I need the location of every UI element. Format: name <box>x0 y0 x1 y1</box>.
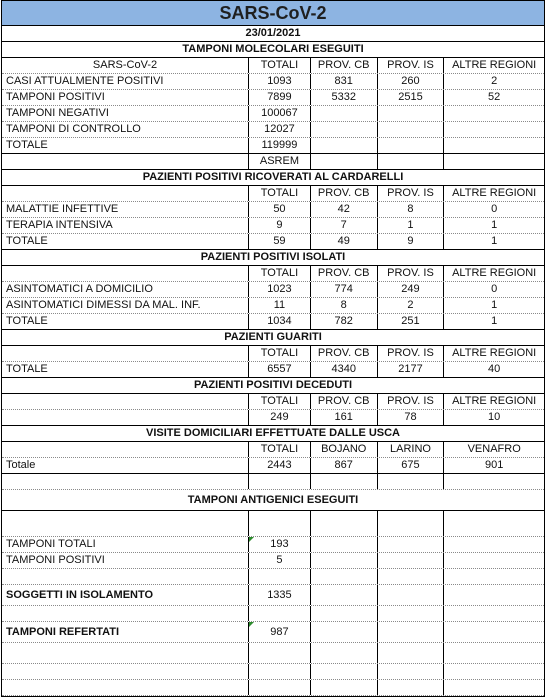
table-header-row <box>2 58 544 74</box>
cell-value[interactable]: 260 <box>378 74 445 89</box>
column-header[interactable]: TOTALI <box>249 186 311 201</box>
cell-value[interactable]: 782 <box>311 314 378 329</box>
cell-value[interactable] <box>311 138 378 153</box>
cell-value[interactable]: 10 <box>488 411 501 423</box>
cell-value[interactable]: 774 <box>311 282 378 297</box>
table-guariti <box>2 346 544 378</box>
cell-value[interactable] <box>311 106 378 121</box>
column-header[interactable]: LARINO <box>378 442 445 457</box>
cell-value[interactable]: 1 <box>491 235 498 247</box>
cell-value[interactable]: 1 <box>378 218 445 233</box>
row-label[interactable]: TAMPONI NEGATIVI <box>2 106 249 121</box>
date-row <box>2 26 544 42</box>
row-label[interactable]: TAMPONI DI CONTROLLO <box>2 122 249 137</box>
cell-value[interactable]: 1034 <box>249 314 311 329</box>
cell-value[interactable]: 119999 <box>249 138 311 153</box>
cell-value[interactable]: 867 <box>311 458 378 473</box>
column-header[interactable]: SARS-CoV-2 <box>2 58 249 73</box>
cell-value[interactable] <box>444 138 544 153</box>
row-label[interactable]: CASI ATTUALMENTE POSITIVI <box>2 74 249 89</box>
table-row <box>2 314 544 330</box>
blank-row <box>2 606 544 622</box>
table-row <box>2 410 544 426</box>
cell-value[interactable]: 49 <box>311 234 378 249</box>
column-header[interactable]: BOJANO <box>311 442 378 457</box>
column-header[interactable] <box>2 186 249 201</box>
column-header[interactable]: PROV. CB <box>311 394 378 409</box>
table-row <box>2 90 544 106</box>
cell-value[interactable]: 4340 <box>311 362 378 377</box>
blank-row <box>2 664 544 680</box>
blank-row <box>2 680 544 696</box>
column-header[interactable]: PROV. CB <box>311 186 378 201</box>
column-header[interactable]: PROV. IS <box>378 58 445 73</box>
cell-value[interactable]: 6557 <box>249 362 311 377</box>
column-header[interactable]: PROV. CB <box>311 58 378 73</box>
report-date[interactable]: 23/01/2021 <box>245 27 301 39</box>
cell-value[interactable]: 52 <box>488 91 501 103</box>
row-label[interactable]: MALATTIE INFETTIVE <box>2 202 249 217</box>
antigen-totali-row: TAMPONI TOTALI 193 <box>2 537 544 553</box>
cell-value[interactable] <box>444 122 544 137</box>
blank-row <box>2 511 544 537</box>
column-header[interactable]: VENAFRO <box>467 443 521 455</box>
cell-value[interactable]: 1093 <box>249 74 311 89</box>
cell-value[interactable]: 249 <box>249 410 311 425</box>
column-header[interactable]: ALTRE REGIONI <box>452 395 537 407</box>
blank-row <box>2 569 544 585</box>
cell-value[interactable]: 9 <box>378 234 445 249</box>
table-row <box>2 138 544 154</box>
cell-value[interactable]: 2515 <box>378 90 445 105</box>
row-label[interactable]: TOTALE <box>2 314 249 329</box>
table-ricoverati <box>2 186 544 250</box>
cell-value[interactable]: 8 <box>311 298 378 313</box>
column-header[interactable] <box>2 266 249 281</box>
table-header-row <box>2 346 544 362</box>
row-label[interactable]: TOTALE <box>2 234 249 249</box>
cell-value[interactable] <box>378 138 445 153</box>
table-molecolari <box>2 58 544 154</box>
table-header-row <box>2 186 544 202</box>
column-header[interactable]: TOTALI <box>249 442 311 457</box>
column-header[interactable]: TOTALI <box>249 58 311 73</box>
section-header-guariti: PAZIENTI GUARITI <box>2 330 544 346</box>
spreadsheet <box>1 0 545 697</box>
section-header-ricoverati: PAZIENTI POSITIVI RICOVERATI AL CARDARELLI <box>2 170 544 186</box>
table-row <box>2 74 544 90</box>
table-usca <box>2 442 544 474</box>
row-label[interactable]: TOTALE <box>2 362 249 377</box>
table-header-row <box>2 442 544 458</box>
cell-value[interactable]: 50 <box>249 202 311 217</box>
column-header[interactable]: TOTALI <box>249 346 311 361</box>
table-isolati <box>2 266 544 330</box>
row-label[interactable]: TERAPIA INTENSIVA <box>2 218 249 233</box>
cell-value[interactable]: 1 <box>491 299 498 311</box>
isolamento-row: SOGGETTI IN ISOLAMENTO 1335 <box>2 585 544 606</box>
row-label[interactable]: ASINTOMATICI A DOMICILIO <box>2 282 249 297</box>
cell-value[interactable]: 251 <box>378 314 445 329</box>
cell-value[interactable]: 2 <box>491 75 498 87</box>
cell-value[interactable]: 59 <box>249 234 311 249</box>
cell-value[interactable]: 831 <box>311 74 378 89</box>
blank-row <box>2 474 544 490</box>
cell-value[interactable] <box>378 122 445 137</box>
cell-value[interactable]: 1023 <box>249 282 311 297</box>
row-label[interactable] <box>2 410 249 425</box>
cell-value[interactable]: 0 <box>491 283 498 295</box>
cell-value[interactable] <box>311 122 378 137</box>
section-header-isolati: PAZIENTI POSITIVI ISOLATI <box>2 250 544 266</box>
column-header[interactable]: PROV. CB <box>311 346 378 361</box>
cell-value[interactable]: 2443 <box>249 458 311 473</box>
section-header-antigenici: TAMPONI ANTIGENICI ESEGUITI <box>2 490 544 511</box>
section-header-deceduti: PAZIENTI POSITIVI DECEDUTI <box>2 378 544 394</box>
column-header[interactable] <box>2 442 249 457</box>
cell-value[interactable]: 901 <box>484 459 504 471</box>
column-header[interactable]: ALTRE REGIONI <box>452 187 537 199</box>
column-header[interactable] <box>2 394 249 409</box>
cell-value[interactable]: 675 <box>378 458 445 473</box>
refertati-row: TAMPONI REFERTATI 987 <box>2 622 544 643</box>
table-row <box>2 106 544 122</box>
antigen-positivi-row: TAMPONI POSITIVI 5 <box>2 553 544 569</box>
cell-value[interactable]: 40 <box>488 363 501 375</box>
table-row <box>2 122 544 138</box>
cell-value[interactable]: 78 <box>378 410 445 425</box>
row-label[interactable]: TOTALE <box>2 138 249 153</box>
blank-row <box>2 643 544 664</box>
row-label[interactable]: ASINTOMATICI DIMESSI DA MAL. INF. <box>2 298 249 313</box>
column-header[interactable]: ALTRE REGIONI <box>452 267 537 279</box>
cell-value[interactable]: 12027 <box>249 122 311 137</box>
cell-value[interactable] <box>378 106 445 121</box>
source-label[interactable]: ASREM <box>249 154 311 169</box>
table-header-row <box>2 266 544 282</box>
cell-value[interactable]: 8 <box>378 202 445 217</box>
cell-value[interactable]: 7899 <box>249 90 311 105</box>
column-header[interactable] <box>2 346 249 361</box>
section-header-molecolari: TAMPONI MOLECOLARI ESEGUITI <box>2 42 544 58</box>
table-row <box>2 362 544 378</box>
cell-value[interactable]: 7 <box>311 218 378 233</box>
row-label[interactable]: Totale <box>2 458 249 473</box>
cell-value[interactable]: 5332 <box>311 90 378 105</box>
table-row <box>2 234 544 250</box>
cell-value[interactable] <box>444 106 544 121</box>
section-header-usca: VISITE DOMICILIARI EFFETTUATE DALLE USCA <box>2 426 544 442</box>
cell-value[interactable]: 9 <box>249 218 311 233</box>
column-header[interactable]: PROV. IS <box>378 394 445 409</box>
cell-value[interactable]: 2177 <box>378 362 445 377</box>
column-header[interactable]: PROV. IS <box>378 186 445 201</box>
table-row <box>2 298 544 314</box>
table-row <box>2 282 544 298</box>
sheet-title: SARS-CoV-2 <box>2 1 544 26</box>
column-header[interactable]: PROV. IS <box>378 346 445 361</box>
table-row <box>2 458 544 474</box>
cell-value[interactable]: 11 <box>249 298 311 313</box>
cell-value[interactable]: 100067 <box>249 106 311 121</box>
source-row <box>2 154 544 170</box>
column-header[interactable]: TOTALI <box>249 394 311 409</box>
cell-value[interactable]: 249 <box>378 282 445 297</box>
cell-value[interactable]: 42 <box>311 202 378 217</box>
cell-value[interactable]: 0 <box>491 203 498 215</box>
table-deceduti <box>2 394 544 426</box>
table-row <box>2 202 544 218</box>
column-header[interactable]: TOTALI <box>249 266 311 281</box>
column-header[interactable]: ALTRE REGIONI <box>452 347 537 359</box>
table-header-row <box>2 394 544 410</box>
column-header[interactable]: PROV. CB <box>311 266 378 281</box>
column-header[interactable]: PROV. IS <box>378 266 445 281</box>
cell-value[interactable]: 1 <box>491 315 498 327</box>
cell-value[interactable]: 161 <box>311 410 378 425</box>
cell-value[interactable]: 2 <box>378 298 445 313</box>
table-row <box>2 218 544 234</box>
column-header[interactable]: ALTRE REGIONI <box>452 59 537 71</box>
cell-value[interactable]: 1 <box>491 219 498 231</box>
row-label[interactable]: TAMPONI POSITIVI <box>2 90 249 105</box>
